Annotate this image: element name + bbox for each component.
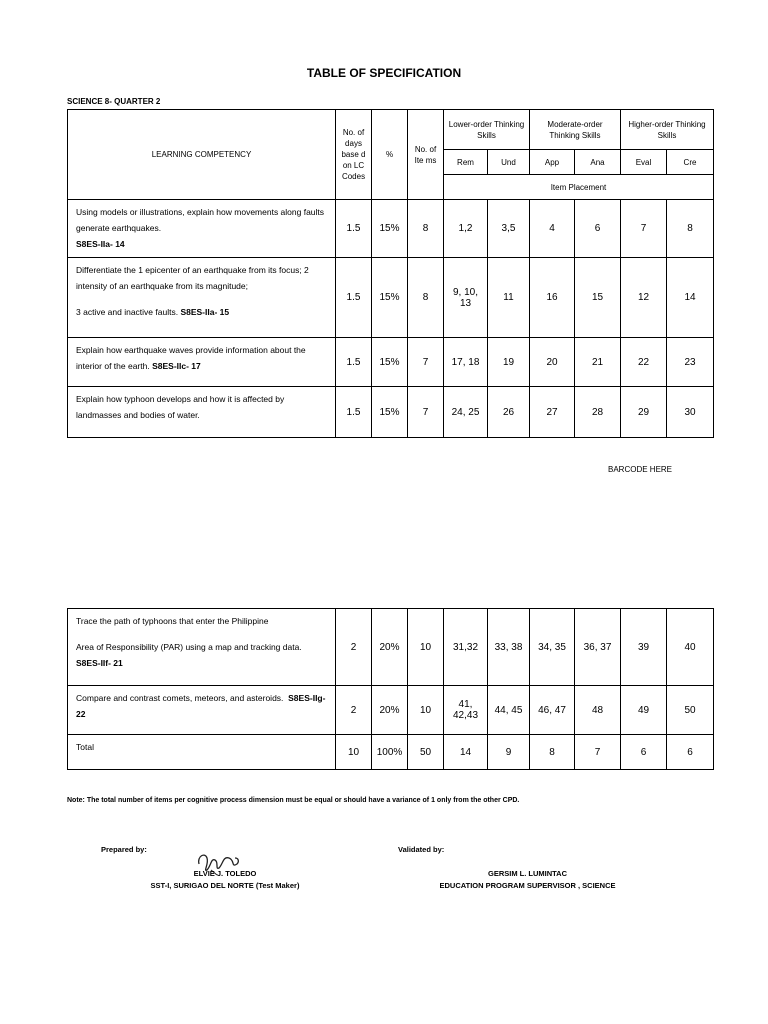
cre-cell: 40 <box>667 609 714 686</box>
rem-cell: 41, 42,43 <box>444 686 488 735</box>
lower-order-header: Lower-order Thinking Skills <box>444 110 530 150</box>
items-cell: 10 <box>408 686 444 735</box>
validated-name: GERSIM L. LUMINTAC <box>487 869 568 878</box>
app-cell: 8 <box>530 735 575 770</box>
percent-cell: 20% <box>372 609 408 686</box>
table-row <box>68 200 714 258</box>
eval-cell: 22 <box>621 338 667 387</box>
und-cell: 9 <box>488 735 530 770</box>
rem-cell: 17, 18 <box>444 338 488 387</box>
prepared-title: SST-I, SURIGAO DEL NORTE (Test Maker) <box>150 881 300 890</box>
cre-cell: 14 <box>667 258 714 338</box>
eval-header: Eval <box>621 150 667 175</box>
percent-header: % <box>372 110 408 200</box>
rem-cell: 31,32 <box>444 609 488 686</box>
item-placement-header: Item Placement <box>444 175 714 200</box>
specification-table-bottom <box>67 608 714 770</box>
rem-cell: 14 <box>444 735 488 770</box>
app-header: App <box>530 150 575 175</box>
ana-cell: 48 <box>575 686 621 735</box>
lc-code: S8ES-IIf- 21 <box>76 658 123 668</box>
days-cell: 2 <box>336 609 372 686</box>
table-row <box>68 338 714 387</box>
ana-cell: 36, 37 <box>575 609 621 686</box>
competency-cell: Explain how earthquake waves provide information about the interior of the earth. S8ES-IIc- 17 <box>68 338 336 387</box>
note-text: Note: The total number of items per cognitive process dimension must be equal or should have a variance of 1 only from the other CPD. <box>67 797 520 804</box>
page-title: TABLE OF SPECIFICATION <box>306 66 462 80</box>
subject-quarter: SCIENCE 8- QUARTER 2 <box>67 97 161 106</box>
specification-table-top <box>67 109 714 438</box>
cre-cell: 30 <box>667 387 714 438</box>
days-cell: 1.5 <box>336 387 372 438</box>
app-cell: 34, 35 <box>530 609 575 686</box>
higher-order-header: Higher-order Thinking Skills <box>621 110 714 150</box>
days-cell: 10 <box>336 735 372 770</box>
total-row <box>68 735 714 770</box>
und-cell: 44, 45 <box>488 686 530 735</box>
percent-cell: 15% <box>372 200 408 258</box>
days-cell: 2 <box>336 686 372 735</box>
items-cell: 8 <box>408 258 444 338</box>
eval-cell: 49 <box>621 686 667 735</box>
moderate-order-header: Moderate-order Thinking Skills <box>530 110 621 150</box>
items-cell: 8 <box>408 200 444 258</box>
items-cell: 50 <box>408 735 444 770</box>
percent-cell: 100% <box>372 735 408 770</box>
app-cell: 16 <box>530 258 575 338</box>
ana-header: Ana <box>575 150 621 175</box>
days-header: No. of days base d on LC Codes <box>336 110 372 200</box>
competency-cell: Explain how typhoon develops and how it is affected by landmasses and bodies of water. <box>68 387 336 438</box>
und-cell: 19 <box>488 338 530 387</box>
percent-cell: 15% <box>372 387 408 438</box>
table-row <box>68 258 714 338</box>
days-cell: 1.5 <box>336 338 372 387</box>
barcode-placeholder: BARCODE HERE <box>608 465 673 474</box>
eval-cell: 12 <box>621 258 667 338</box>
ana-cell: 15 <box>575 258 621 338</box>
prepared-by-label: Prepared by: <box>101 845 147 854</box>
competency-cell: Trace the path of typhoons that enter the Philippine Area of Responsibility (PAR) using a map and tracking data. S8ES-IIf- 21 <box>68 609 336 686</box>
validated-by-label: Validated by: <box>398 845 445 854</box>
cre-cell: 23 <box>667 338 714 387</box>
ana-cell: 28 <box>575 387 621 438</box>
learning-competency-header: LEARNING COMPETENCY <box>68 110 336 200</box>
app-cell: 20 <box>530 338 575 387</box>
lc-code: S8ES-IIg- 22 <box>76 693 326 719</box>
days-cell: 1.5 <box>336 258 372 338</box>
days-cell: 1.5 <box>336 200 372 258</box>
table-row <box>68 387 714 438</box>
lc-code: S8ES-IIa- 14 <box>76 239 125 249</box>
competency-cell: Compare and contrast comets, meteors, and asteroids. S8ES-IIg- 22 <box>68 686 336 735</box>
ana-cell: 6 <box>575 200 621 258</box>
competency-cell: Differentiate the 1 epicenter of an earthquake from its focus; 2 intensity of an earthquake from its magnitude; 3 active and inactive faults. S8ES-IIa- 15 <box>68 258 336 338</box>
app-cell: 4 <box>530 200 575 258</box>
percent-cell: 15% <box>372 258 408 338</box>
und-cell: 3,5 <box>488 200 530 258</box>
validated-title: EDUCATION PROGRAM SUPERVISOR , SCIENCE <box>439 881 616 890</box>
percent-cell: 20% <box>372 686 408 735</box>
items-cell: 7 <box>408 338 444 387</box>
rem-cell: 9, 10, 13 <box>444 258 488 338</box>
rem-cell: 1,2 <box>444 200 488 258</box>
items-cell: 10 <box>408 609 444 686</box>
app-cell: 46, 47 <box>530 686 575 735</box>
percent-cell: 15% <box>372 338 408 387</box>
lc-code: S8ES-IIc- 17 <box>152 361 201 371</box>
rem-header: Rem <box>444 150 488 175</box>
und-cell: 11 <box>488 258 530 338</box>
competency-cell: Using models or illustrations, explain how movements along faults generate earthquakes. S8ES-IIa- 14 <box>68 200 336 258</box>
table-row <box>68 686 714 735</box>
items-header: No. of Ite ms <box>408 110 444 200</box>
und-header: Und <box>488 150 530 175</box>
cre-cell: 50 <box>667 686 714 735</box>
cre-cell: 6 <box>667 735 714 770</box>
prepared-name: ELVIE J. TOLEDO <box>193 869 257 878</box>
items-cell: 7 <box>408 387 444 438</box>
eval-cell: 7 <box>621 200 667 258</box>
cre-cell: 8 <box>667 200 714 258</box>
app-cell: 27 <box>530 387 575 438</box>
und-cell: 26 <box>488 387 530 438</box>
ana-cell: 7 <box>575 735 621 770</box>
ana-cell: 21 <box>575 338 621 387</box>
eval-cell: 6 <box>621 735 667 770</box>
lc-code: S8ES-IIa- 15 <box>180 307 230 317</box>
rem-cell: 24, 25 <box>444 387 488 438</box>
cre-header: Cre <box>667 150 714 175</box>
total-label: Total <box>68 735 336 770</box>
eval-cell: 29 <box>621 387 667 438</box>
eval-cell: 39 <box>621 609 667 686</box>
und-cell: 33, 38 <box>488 609 530 686</box>
table-row <box>68 609 714 686</box>
